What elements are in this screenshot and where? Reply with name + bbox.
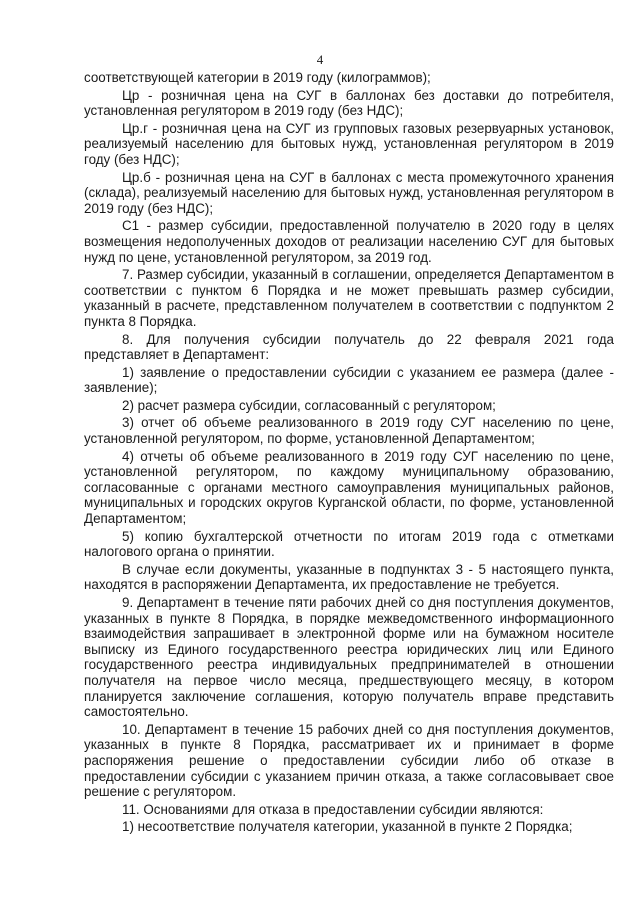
paragraph-category-cont: соответствующей категории в 2019 году (килограммов); xyxy=(84,70,431,85)
paragraph-subsidy-c1: С1 - размер субсидии, предоставленной получателю в 2020 году в целях возмещения недополученных доходов от реализации населению СУГ для бытовых нужд по цене, установленной регулятором, за 2019 год. xyxy=(84,218,614,265)
paragraph-clause-8-item-1: 1) заявление о предоставлении субсидии с указанием ее размера (далее - заявление); xyxy=(84,364,614,396)
page-number: 4 xyxy=(316,52,324,67)
paragraph-clause-8: 8. Для получения субсидии получатель до 22 февраля 2021 года представляет в Департамент: xyxy=(84,331,614,363)
paragraph-clause-8-item-3: 3) отчет об объеме реализованного в 2019 году СУГ населению по цене, установленной регулятором, по форме, установленной Департаментом; xyxy=(84,415,614,447)
paragraph-clause-8-note: В случае если документы, указанные в подпунктах 3 - 5 настоящего пункта, находятся в распоряжении Департамента, их предоставление не требуется. xyxy=(84,561,614,593)
paragraph-clause-10: 10. Департамент в течение 15 рабочих дней со дня поступления документов, указанных в пункте 8 Порядка, рассматривает их и принимает в форме распоряжения решение о предоставлении субсидии либо об отказе в предоставлении субсидии с указанием причин отказа, а также согласовывает свое решение с регулятором. xyxy=(84,721,614,800)
paragraph-clause-7: 7. Размер субсидии, указанный в соглашении, определяется Департаментом в соответствии с пунктом 6 Порядка и не может превышать размер субсидии, указанный в расчете, представленном получателем в соответствии с подпунктом 2 пункта 8 Порядка. xyxy=(84,267,614,329)
document-body xyxy=(84,70,614,837)
paragraph-clause-11-item-1: 1) несоответствие получателя категории, указанной в пункте 2 Порядка; xyxy=(122,819,573,835)
paragraph-clause-8-item-5: 5) копию бухгалтерской отчетности по итогам 2019 года с отметками налогового органа о принятии. xyxy=(84,528,614,560)
paragraph-clause-8-item-2: 2) расчет размера субсидии, согласованный с регулятором; xyxy=(122,397,496,413)
paragraph-price-group-tanks: Цр.г - розничная цена на СУГ из групповых газовых резервуарных установок, реализуемый населению для бытовых нужд, установленная регулятором в 2019 году (без НДС); xyxy=(84,120,614,167)
paragraph-clause-8-item-4: 4) отчеты об объеме реализованного в 2019 году СУГ населению по цене, установленной регулятором, по каждому муниципальному образованию, согласованные с органами местного самоуправления муниципальных районов, муниципальных и городских округов Курганской области, по форме, установленной Департаментом; xyxy=(84,448,614,527)
paragraph-price-storage: Цр.б - розничная цена на СУГ в баллонах с места промежуточного хранения (склада), реализуемый населению для бытовых нужд, установленная регулятором в 2019 году (без НДС); xyxy=(84,169,614,216)
paragraph-clause-11: 11. Основаниями для отказа в предоставлении субсидии являются: xyxy=(122,801,544,817)
paragraph-price-cylinders: Цр - розничная цена на СУГ в баллонах без доставки до потребителя, установленная регулятором в 2019 году (без НДС); xyxy=(84,87,614,119)
paragraph-clause-9: 9. Департамент в течение пяти рабочих дней со дня поступления документов, указанных в пункте 8 Порядка, в порядке межведомственного информационного взаимодействия запрашивает в электронной форме или на бумажном носителе выписку из Единого государственного реестра юридических лиц или Единого государственного реестра индивидуальных предпринимателей в отношении получателя на первое число месяца, предшествующего месяцу, в котором планируется заключение соглашения, которую получатель вправе представить самостоятельно. xyxy=(84,595,614,720)
